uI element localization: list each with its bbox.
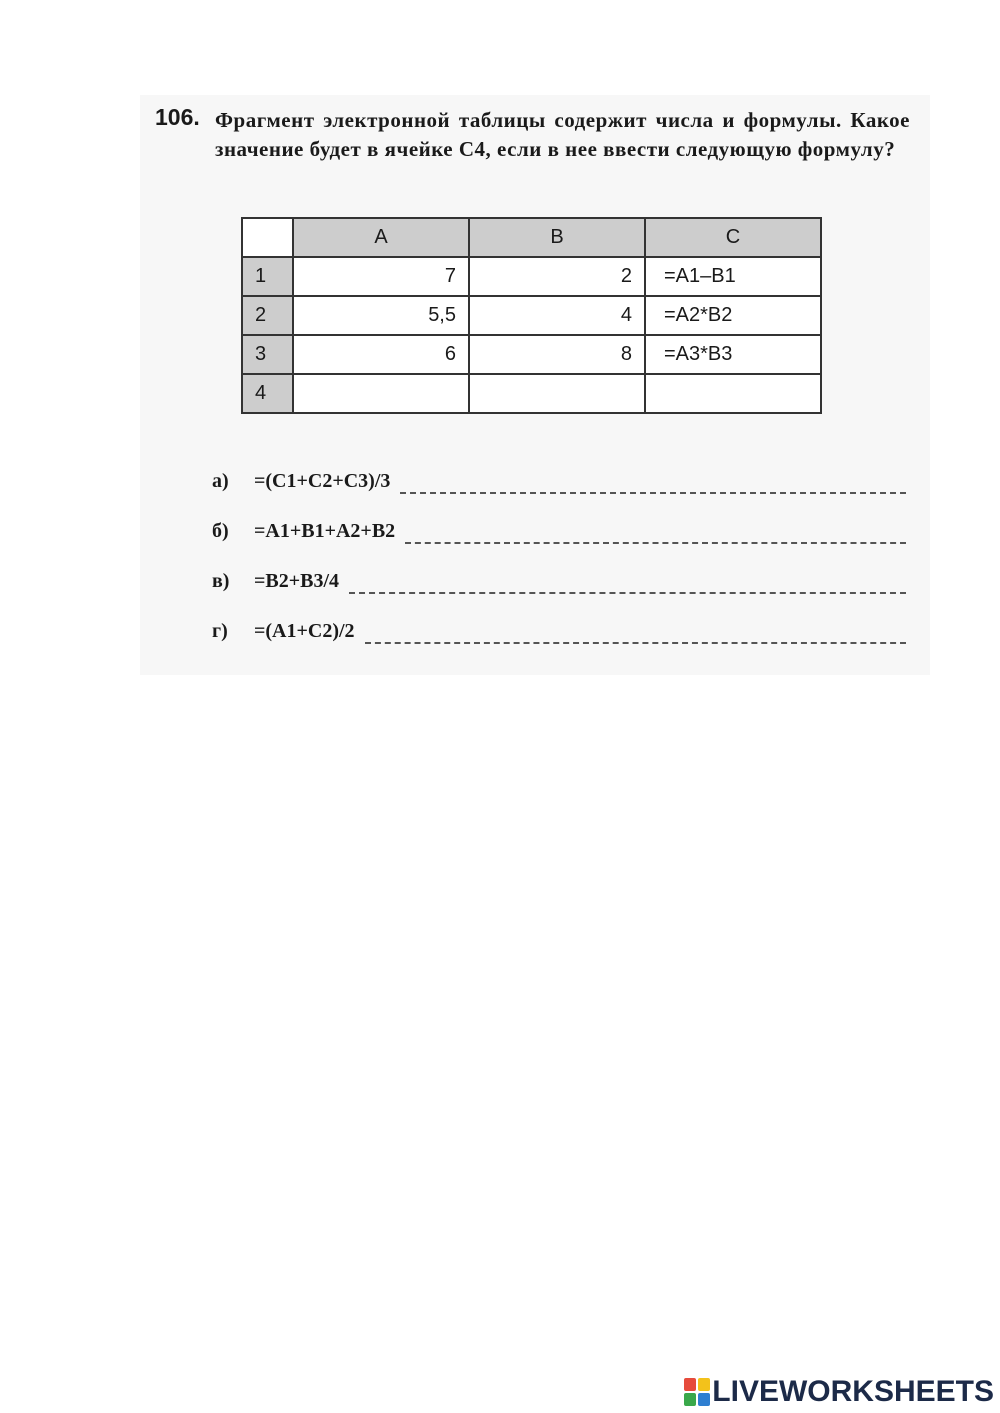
row-header: 4 (242, 374, 293, 413)
row-header: 2 (242, 296, 293, 335)
answer-options (212, 470, 912, 670)
option-formula: =(C1+C2+C3)/3 (254, 470, 391, 492)
logo-square (698, 1378, 710, 1391)
option-letter: б) (212, 520, 229, 542)
spreadsheet-fragment (241, 217, 822, 414)
column-header-b: B (469, 218, 645, 257)
row-header: 1 (242, 257, 293, 296)
liveworksheets-logo (684, 1375, 994, 1409)
table-row (242, 257, 821, 296)
cell-c2: =A2*B2 (645, 296, 821, 335)
column-header-c: C (645, 218, 821, 257)
column-header-row (242, 218, 821, 257)
option-a (212, 470, 912, 520)
option-c (212, 570, 912, 620)
logo-square (684, 1378, 696, 1391)
problem-number: 106. (155, 104, 200, 130)
option-letter: а) (212, 470, 229, 492)
option-formula: =A1+B1+A2+B2 (254, 520, 396, 542)
table-row (242, 374, 821, 413)
answer-field[interactable] (349, 570, 906, 594)
option-d (212, 620, 912, 670)
cell-a2: 5,5 (293, 296, 469, 335)
corner-cell (242, 218, 293, 257)
column-header-a: A (293, 218, 469, 257)
option-letter: г) (212, 620, 228, 642)
answer-field[interactable] (365, 620, 906, 644)
option-formula: =(A1+C2)/2 (254, 620, 355, 642)
cell-c4 (645, 374, 821, 413)
answer-field[interactable] (405, 520, 906, 544)
problem-text: Фрагмент электронной таблицы содержит числа и формулы. Какое значение будет в ячейке С4, если в нее ввести следующую формулу? (215, 108, 910, 161)
cell-b3: 8 (469, 335, 645, 374)
cell-b1: 2 (469, 257, 645, 296)
option-b (212, 520, 912, 570)
logo-square (698, 1393, 710, 1406)
cell-c3: =A3*B3 (645, 335, 821, 374)
answer-field[interactable] (400, 470, 906, 494)
table-row (242, 335, 821, 374)
cell-a1: 7 (293, 257, 469, 296)
option-formula: =B2+B3/4 (254, 570, 340, 592)
cell-b2: 4 (469, 296, 645, 335)
option-letter: в) (212, 570, 230, 592)
cell-b4 (469, 374, 645, 413)
logo-mark-icon (684, 1378, 710, 1406)
cell-a4 (293, 374, 469, 413)
table-row (242, 296, 821, 335)
cell-a3: 6 (293, 335, 469, 374)
logo-square (684, 1393, 696, 1406)
logo-text: LIVEWORKSHEETS (712, 1375, 994, 1408)
cell-c1: =A1–B1 (645, 257, 821, 296)
row-header: 3 (242, 335, 293, 374)
